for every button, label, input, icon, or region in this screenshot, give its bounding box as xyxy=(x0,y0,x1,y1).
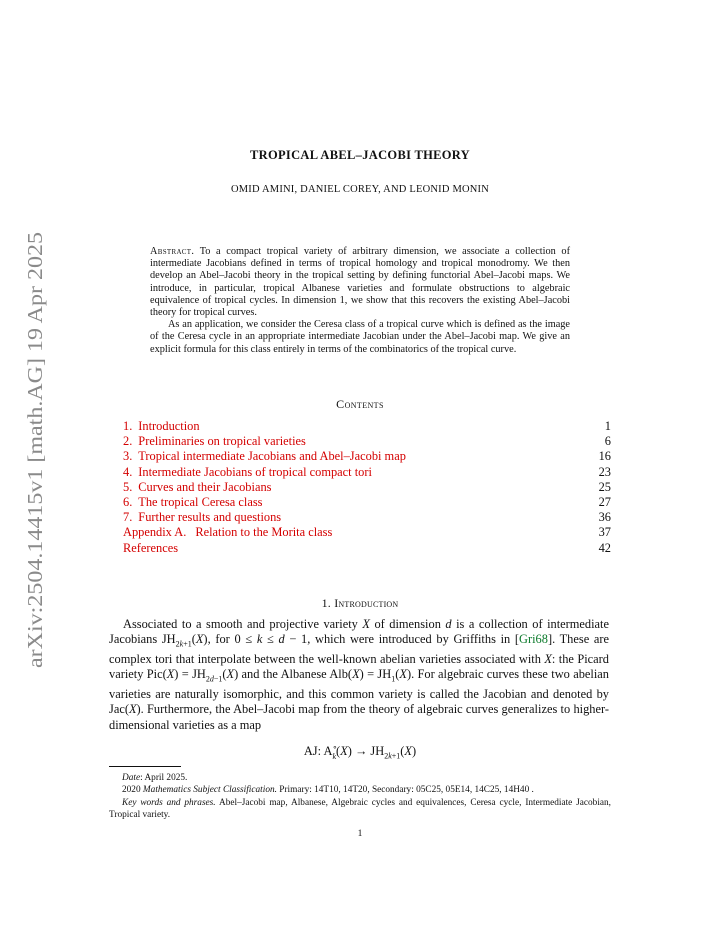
toc-number: 7. xyxy=(123,510,133,525)
abstract xyxy=(150,246,570,356)
paper-authors: OMID AMINI, DANIEL COREY, AND LEONID MONIN xyxy=(230,184,490,195)
footnote-msc: 2020 Mathematics Subject Classification. Primary: 14T10, 14T20, Secondary: 05C25, 05E14, 14C25, 14H40 . xyxy=(122,785,534,796)
toc-page: 27 xyxy=(598,494,611,509)
abstract-text-1: To a compact tropical variety of arbitrary dimension, we associate a collection of intermediate Jacobians defined in terms of tropical homology and tropical monodromy. We then develop an Abel–Jacobi theory in the tropical setting by defining functorial Abel–Jacobi maps. We introduce, in particular, tropical Albanese varieties and formulate obstructions to algebraic equivalence of tropical cycles. In dimension 1, we show that this recovers the existing Abel–Jacobi theory for tropical curves. xyxy=(150,246,571,319)
toc-page: 25 xyxy=(598,479,611,494)
toc-page: 36 xyxy=(598,510,611,525)
toc-label[interactable]: Intermediate Jacobians of tropical compact tori xyxy=(138,464,372,479)
page-number: 1 xyxy=(357,829,363,839)
citation-gri68[interactable]: Gri68 xyxy=(519,632,548,647)
toc-number: 1. xyxy=(123,419,133,433)
toc-entry-appendix-a[interactable] xyxy=(123,525,611,540)
toc-page: 37 xyxy=(598,525,611,540)
toc-label[interactable]: Curves and their Jacobians xyxy=(138,479,272,494)
footnote-date: Date: April 2025. xyxy=(122,773,188,783)
introduction-paragraph: Associated to a smooth and projective variety X of dimension d is a collection of intermediate Jacobians $JH_{2k+1}(X)$, for 0 ≤ k ≤ d − 1, which were introduced by Griffiths in [Gri68]. These are complex tori that interpolate between the well-known abelian varieties associated with X: the Picard variety $Pic(X) = JH_{2d-1}(X)$ and the Albanese $Alb(X) = JH_1(X)$. For algebraic curves these two abelian varieties are naturally isomorphic, and this common variety is called the Jacobian and denoted by Jac(X). Furthermore, the Abel–Jacobi map from the theory of algebraic curves generalizes to higher-dimensional varieties as a map xyxy=(109,617,610,732)
paper-title: TROPICAL ABEL–JACOBI THEORY xyxy=(250,148,470,162)
toc-page: 6 xyxy=(604,434,611,449)
toc-label[interactable]: Relation to the Morita class xyxy=(195,525,333,540)
section-heading-introduction xyxy=(0,596,720,611)
footnotes xyxy=(109,772,611,821)
toc-label[interactable]: Tropical intermediate Jacobians and Abel–Jacobi map xyxy=(138,449,406,464)
arxiv-stamp-text: arXiv:2504.14415v1 [math.AG] 19 Apr 2025 xyxy=(23,277,47,668)
table-of-contents xyxy=(123,419,611,556)
section-title: Introduction xyxy=(334,596,399,610)
abstract-paragraph-1 xyxy=(150,246,570,319)
toc-entry-curves[interactable] xyxy=(123,480,611,495)
toc-entry-references[interactable] xyxy=(123,541,611,556)
toc-entry-further-results[interactable] xyxy=(123,510,611,525)
toc-entry-ceresa-class[interactable] xyxy=(123,495,611,510)
toc-label[interactable]: References xyxy=(123,540,179,555)
toc-number: 6. xyxy=(123,494,133,509)
toc-entry-compact-tori[interactable] xyxy=(123,465,611,480)
section-number: 1. xyxy=(321,596,332,610)
display-equation xyxy=(0,743,720,761)
toc-number: 5. xyxy=(123,479,133,494)
toc-page: 23 xyxy=(598,464,611,479)
toc-number: 4. xyxy=(123,464,133,479)
footnote-rule xyxy=(109,766,181,767)
contents-heading: Contents xyxy=(336,397,384,411)
toc-page: 42 xyxy=(598,540,611,555)
abstract-paragraph-2: As an application, we consider the Ceresa class of a tropical curve which is defined as the image of the Ceresa cycle in an appropriate intermediate Jacobian under the Abel–Jacobi map. We give an explicit formula for this class entirely in terms of the combinatorics of the tropical curve. xyxy=(150,319,570,355)
equation-rendered: AJ: $A^\circ_k(X) \to JH_{2k+1}(X)$ xyxy=(303,743,417,761)
abstract-label: Abstract. xyxy=(150,246,195,257)
toc-number: Appendix A. xyxy=(123,525,187,540)
toc-page: 16 xyxy=(598,449,611,464)
toc-label[interactable]: Further results and questions xyxy=(138,510,282,525)
footnote-keywords: Key words and phrases. Abel–Jacobi map, Albanese, Algebraic cycles and equivalences, Ceresa cycle, Intermediate Jacobian, Tropical variety. xyxy=(109,797,612,820)
toc-label[interactable]: The tropical Ceresa class xyxy=(138,494,263,509)
toc-entry-introduction[interactable] xyxy=(123,419,611,434)
toc-page: 1 xyxy=(604,419,611,433)
toc-entry-intermediate-jacobians[interactable] xyxy=(123,449,611,464)
toc-label[interactable]: Introduction xyxy=(138,419,200,433)
toc-entry-preliminaries[interactable] xyxy=(123,434,611,449)
toc-label[interactable]: Preliminaries on tropical varieties xyxy=(138,434,306,449)
toc-number: 2. xyxy=(123,434,133,449)
toc-number: 3. xyxy=(123,449,133,464)
